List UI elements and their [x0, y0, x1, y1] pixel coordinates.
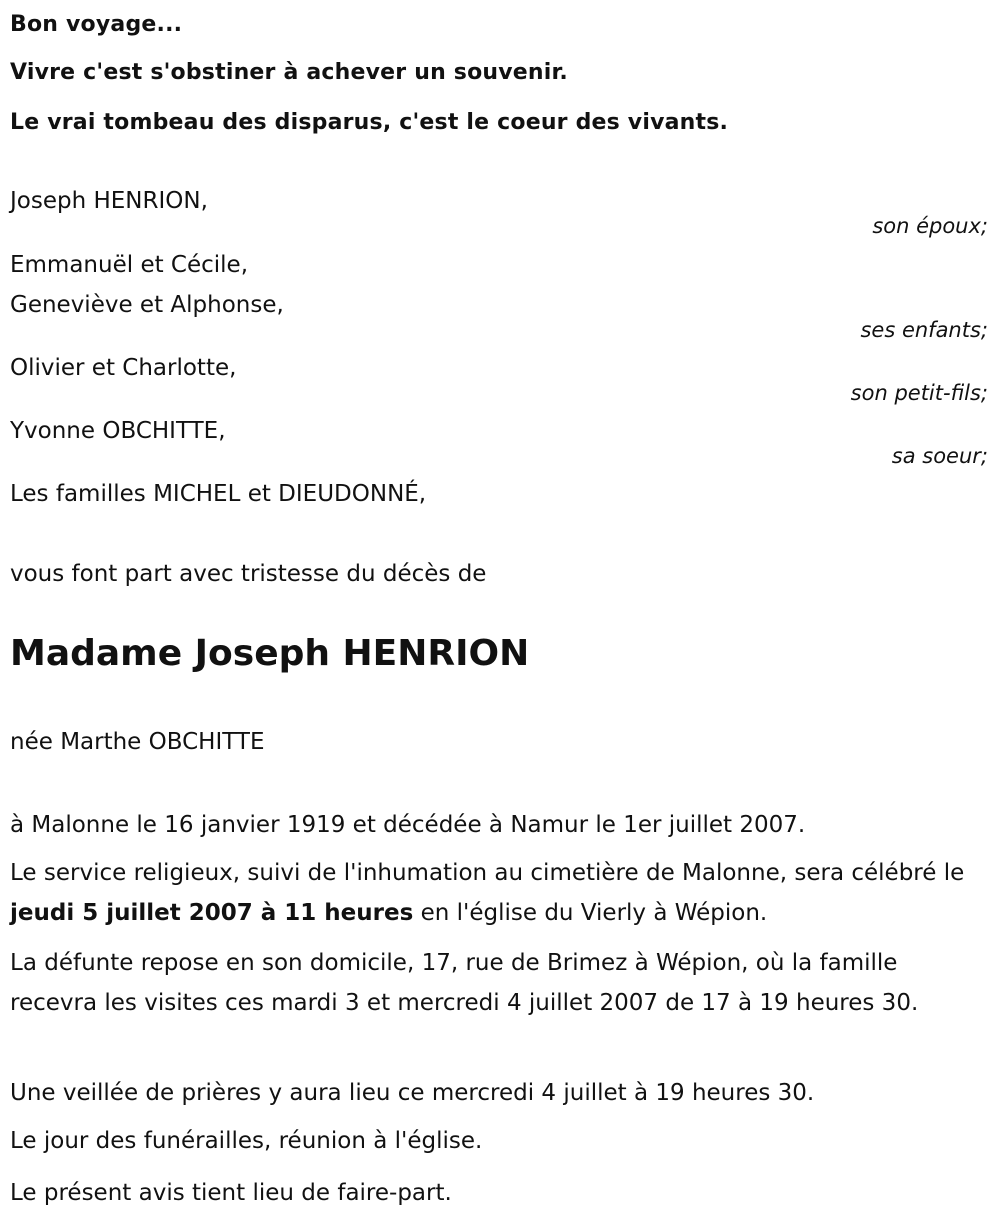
quote-bon-voyage: Bon voyage... — [10, 12, 183, 37]
children-relation: ses enfants; — [860, 318, 988, 342]
service-paragraph — [10, 853, 990, 933]
children-line-2: Geneviève et Alphonse, — [10, 292, 284, 318]
vigil-text: Une veillée de prières y aura lieu ce mercredi 4 juillet à 19 heures 30. — [10, 1080, 815, 1106]
announcement-text: vous font part avec tristesse du décès de — [10, 561, 487, 587]
quote-souvenir: Vivre c'est s'obstiner à achever un souvenir. — [10, 60, 568, 85]
service-text-pre: Le service religieux, suivi de l'inhumation au cimetière de Malonne, sera célébré le — [10, 860, 965, 886]
grandchild-relation: son petit-fils; — [850, 381, 988, 405]
birth-death-text: à Malonne le 16 janvier 1919 et décédée à Namur le 1er juillet 2007. — [10, 812, 806, 838]
sister-name: Yvonne OBCHITTE, — [10, 418, 226, 444]
sister-relation: sa soeur; — [891, 444, 988, 468]
spouse-relation: son époux; — [872, 214, 988, 238]
quote-tombeau: Le vrai tombeau des disparus, c'est le coeur des vivants. — [10, 110, 729, 135]
service-date-time: jeudi 5 juillet 2007 à 11 heures — [10, 900, 414, 926]
spouse-name: Joseph HENRION, — [10, 188, 208, 214]
service-text-post: en l'église du Vierly à Wépion. — [413, 900, 768, 926]
children-line-1: Emmanuël et Cécile, — [10, 252, 249, 278]
deceased-name: Madame Joseph HENRION — [10, 633, 530, 674]
funeral-day-text: Le jour des funérailles, réunion à l'église. — [10, 1128, 483, 1154]
notice-text: Le présent avis tient lieu de faire-part. — [10, 1180, 452, 1206]
families-line: Les familles MICHEL et DIEUDONNÉ, — [10, 481, 427, 507]
maiden-name: née Marthe OBCHITTE — [10, 729, 265, 755]
grandchild-name: Olivier et Charlotte, — [10, 355, 237, 381]
visits-paragraph: La défunte repose en son domicile, 17, rue de Brimez à Wépion, où la famille recevra les visites ces mardi 3 et mercredi 4 juillet 2007 de 17 à 19 heures 30. — [10, 950, 919, 1016]
